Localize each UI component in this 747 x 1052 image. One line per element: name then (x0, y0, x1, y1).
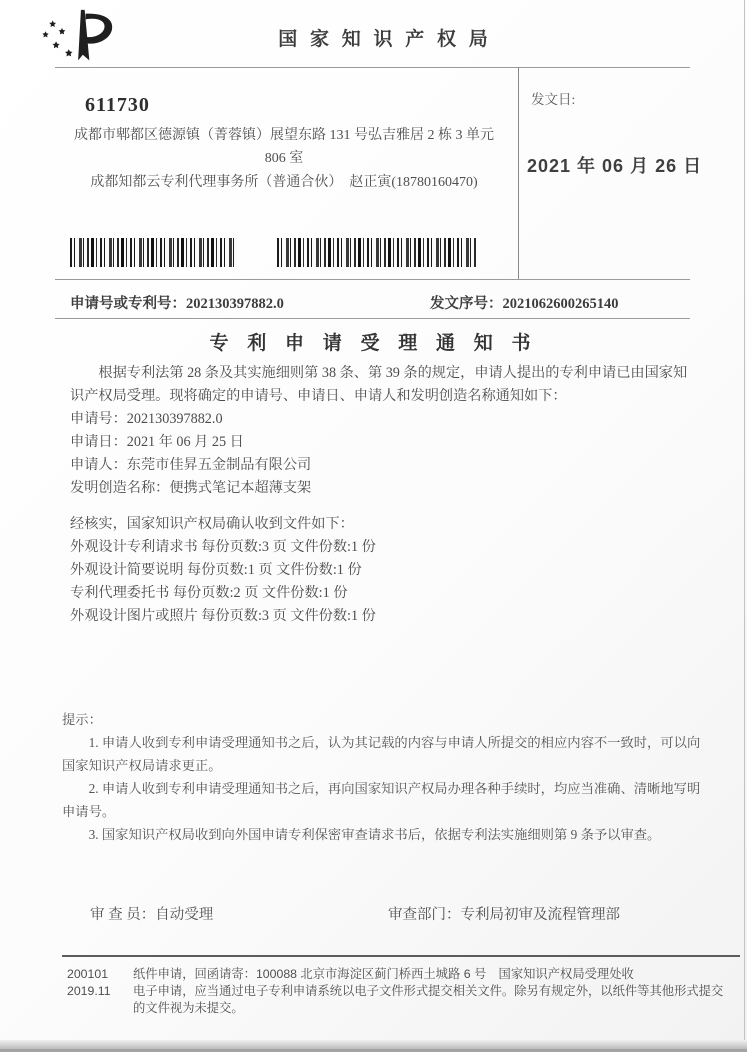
confirm-intro: 经核实，国家知识产权局确认收到文件如下： (70, 516, 354, 532)
notice-intro: 根据专利法第 28 条及其实施细则第 38 条、第 39 条的规定，申请人提出的专利申请已由国家知识产权局受理。现将确定的申请号、申请日、申请人和发明创造名称通知如下： (70, 365, 688, 404)
document-item: 外观设计简要说明 每份页数:1 页 文件份数:1 份 (70, 562, 362, 578)
field-row (70, 431, 698, 454)
field-row (70, 454, 698, 477)
postal-code: 611730 (85, 94, 150, 116)
footer-code: 2019.11 (67, 984, 111, 998)
footer-line1: 纸件申请，回函请寄：100088 北京市海淀区蓟门桥西土城路 6 号 国家知识产权局受理处收 (133, 967, 634, 981)
examiner (90, 903, 213, 924)
dispatch-date-value: 2021 年 06 月 26 日 (527, 156, 703, 176)
examiner-value: 自动受理 (155, 907, 214, 923)
field-label: 申请日： (70, 434, 127, 450)
field-label: 申请人： (70, 457, 127, 473)
recipient-address-block (58, 124, 510, 194)
agent-line: 成都知都云专利代理事务所（普通合伙） 赵正寅(18780160470) (90, 175, 478, 190)
field-label: 申请号： (70, 411, 127, 427)
tip-item: 2. 申请人收到专利申请受理通知书之后，再向国家知识产权局办理各种手续时，均应当准确、清晰地写明申请号。 (62, 781, 701, 819)
application-number-value: 202130397882.0 (186, 296, 284, 312)
barcode-divider (55, 279, 690, 280)
agency-title: 国 家 知 识 产 权 局 (278, 29, 492, 50)
tip-item: 1. 申请人收到专利申请受理通知书之后，认为其记载的内容与申请人所提交的相应内容不一致时，可以向国家知识产权局请求更正。 (62, 735, 701, 773)
application-number (70, 292, 284, 313)
date-box-border (518, 67, 519, 279)
document-item: 专利代理委托书 每份页数:2 页 文件份数:1 份 (70, 585, 348, 601)
recipient-address-line2: 806 室 (264, 151, 304, 166)
field-row (70, 408, 698, 431)
serial-number-label: 发文序号： (430, 296, 503, 312)
field-row (70, 477, 698, 500)
barcode-left (70, 238, 237, 267)
document-item: 外观设计专利请求书 每份页数:3 页 文件份数:1 份 (70, 539, 376, 555)
department-label: 审查部门： (388, 907, 461, 923)
notice-title: 专 利 申 请 受 理 通 知 书 (209, 333, 538, 354)
tip-item: 3. 国家知识产权局收到向外国申请专利保密审查请求书后，依据专利法实施细则第 9 条予以审查。 (88, 827, 661, 842)
serial-number (430, 292, 619, 313)
dispatch-date-label: 发文日: (531, 92, 576, 107)
footer-divider (62, 955, 740, 957)
tips-section (62, 708, 710, 846)
field-value: 东莞市佳昇五金制品有限公司 (126, 457, 312, 473)
cnipa-logo-icon (38, 8, 122, 66)
department (388, 903, 620, 924)
footer-text (133, 966, 733, 1017)
footer-code: 200101 (67, 967, 109, 981)
page-bottom-edge (0, 1040, 747, 1052)
field-value: 202130397882.0 (126, 411, 223, 427)
serial-number-value: 2021062600265140 (502, 296, 619, 312)
document-item: 外观设计图片或照片 每份页数:3 页 文件份数:1 份 (70, 608, 376, 624)
recipient-address-line1: 成都市郫都区德源镇（菁蓉镇）展望东路 131 号弘吉雅居 2 栋 3 单元 (74, 128, 494, 143)
department-value: 专利局初审及流程管理部 (460, 907, 620, 923)
footer-line2: 电子申请，应当通过电子专利申请系统以电子文件形式提交相关文件。除另有规定外，以纸件等其他形式提交的文件视为未提交。 (133, 984, 724, 1015)
examiner-label: 审 查 员： (90, 907, 156, 923)
reference-divider (55, 318, 690, 319)
field-value: 便携式笔记本超薄支架 (169, 480, 312, 496)
field-label: 发明创造名称： (70, 480, 170, 496)
field-value: 2021 年 06 月 25 日 (126, 434, 244, 450)
notice-body (70, 362, 698, 628)
header-divider (55, 67, 690, 68)
barcode-right (277, 238, 477, 267)
tips-heading: 提示： (62, 712, 102, 727)
footer-codes (67, 966, 127, 1000)
page-edge-line (744, 0, 745, 1052)
application-number-label: 申请号或专利号： (70, 296, 186, 312)
